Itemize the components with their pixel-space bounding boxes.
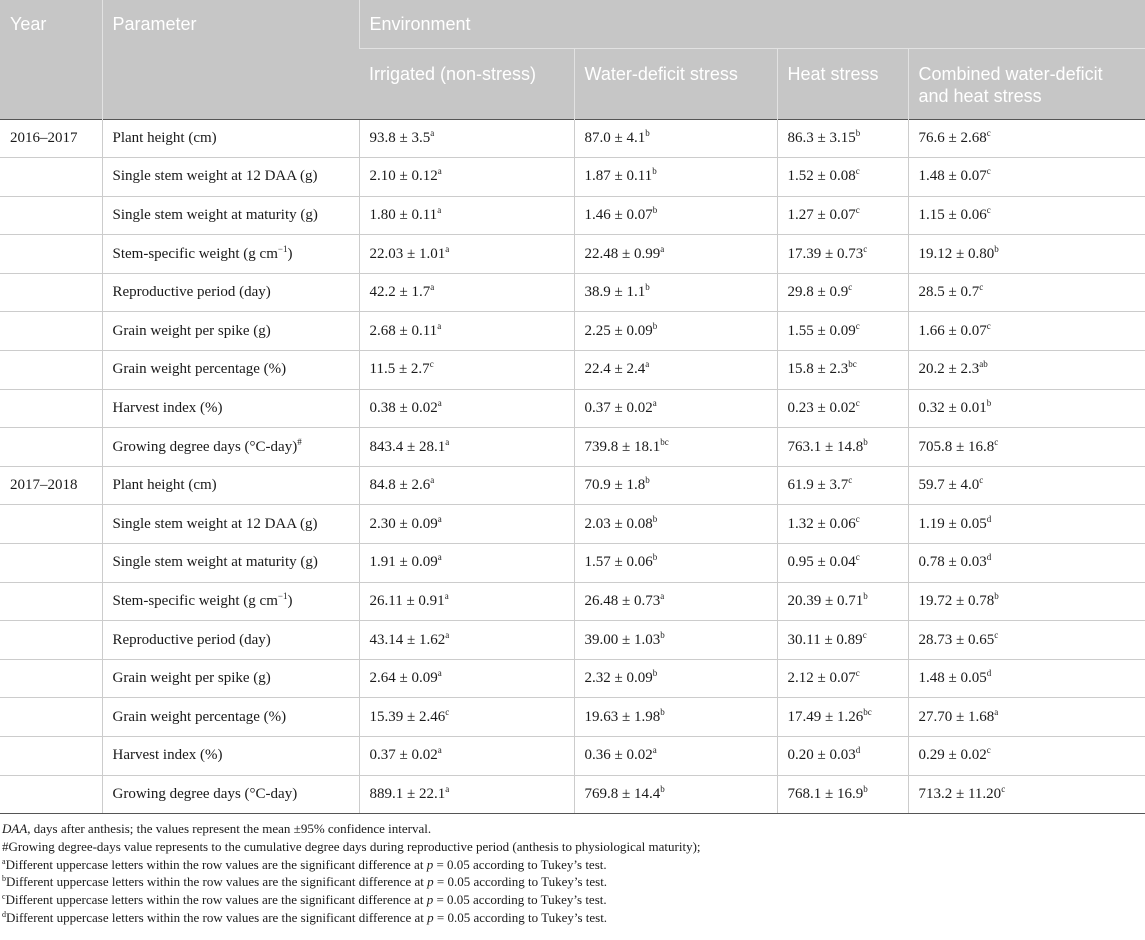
cell-heat: 0.20 ± 0.03$^d$ — [777, 737, 908, 776]
cell-year — [0, 775, 102, 814]
cell-heat: 61.9 ± 3.7$^c$ — [777, 466, 908, 505]
cell-irrigated: 843.4 ± 28.1$^a$ — [359, 428, 574, 467]
table-header — [0, 0, 1145, 119]
significance-letter: c — [986, 127, 991, 138]
cell-irrigated: 93.8 ± 3.5$^a$ — [359, 119, 574, 158]
cell-irrigated: 1.80 ± 0.11$^a$ — [359, 196, 574, 235]
cell-heat: 1.52 ± 0.08$^c$ — [777, 158, 908, 197]
cell-water-deficit: 2.25 ± 0.09$^b$ — [574, 312, 777, 351]
significance-letter: b — [986, 397, 992, 408]
cell-combined: 1.66 ± 0.07$^c$ — [908, 312, 1145, 351]
significance-letter: a — [444, 590, 449, 601]
cell-combined: 19.72 ± 0.78$^b$ — [908, 582, 1145, 621]
significance-letter: c — [848, 282, 853, 293]
significance-letter: b — [652, 513, 658, 524]
cell-year — [0, 582, 102, 621]
table-row — [0, 582, 1145, 621]
table-row — [0, 737, 1145, 776]
cell-water-deficit: 87.0 ± 4.1$^b$ — [574, 119, 777, 158]
cell-combined: 59.7 ± 4.0$^c$ — [908, 466, 1145, 505]
cell-combined: 1.48 ± 0.05$^d$ — [908, 659, 1145, 698]
cell-irrigated: 2.10 ± 0.12$^a$ — [359, 158, 574, 197]
table-footnotes — [2, 820, 1142, 927]
significance-letter: c — [994, 436, 999, 447]
cell-water-deficit: 26.48 ± 0.73$^a$ — [574, 582, 777, 621]
cell-irrigated: 0.38 ± 0.02$^a$ — [359, 389, 574, 428]
significance-letter: a — [660, 590, 665, 601]
table-row — [0, 621, 1145, 660]
cell-combined: 19.12 ± 0.80$^b$ — [908, 235, 1145, 274]
significance-letter: b — [645, 127, 650, 138]
cell-water-deficit: 0.36 ± 0.02$^a$ — [574, 737, 777, 776]
cell-irrigated: 15.39 ± 2.46$^c$ — [359, 698, 574, 737]
significance-letter: c — [1001, 783, 1006, 794]
table-row — [0, 428, 1145, 467]
cell-combined: 1.48 ± 0.07$^c$ — [908, 158, 1145, 197]
cell-heat: 17.49 ± 1.26$^{bc}$ — [777, 698, 908, 737]
cell-irrigated: 22.03 ± 1.01$^a$ — [359, 235, 574, 274]
cell-irrigated: 2.30 ± 0.09$^a$ — [359, 505, 574, 544]
cell-water-deficit: 2.32 ± 0.09$^b$ — [574, 659, 777, 698]
significance-letter: b — [652, 166, 657, 177]
cell-irrigated: 1.91 ± 0.09$^a$ — [359, 544, 574, 583]
significance-letter: c — [855, 552, 860, 563]
table-row — [0, 544, 1145, 583]
cell-combined: 20.2 ± 2.3$^{ab}$ — [908, 351, 1145, 390]
cell-heat: 763.1 ± 14.8$^b$ — [777, 428, 908, 467]
cell-irrigated: 43.14 ± 1.62$^a$ — [359, 621, 574, 660]
significance-letter: b — [863, 590, 868, 601]
significance-letter: a — [437, 320, 442, 331]
header-parameter: Parameter — [102, 0, 359, 119]
cell-water-deficit: 22.48 ± 0.99$^a$ — [574, 235, 777, 274]
significance-letter: c — [445, 706, 450, 717]
cell-combined: 28.5 ± 0.7$^c$ — [908, 273, 1145, 312]
cell-year: 2017–2018 — [0, 466, 102, 505]
header-year: Year — [0, 0, 102, 119]
cell-year — [0, 273, 102, 312]
cell-year — [0, 235, 102, 274]
cell-year — [0, 389, 102, 428]
cell-irrigated: 0.37 ± 0.02$^a$ — [359, 737, 574, 776]
table-row — [0, 698, 1145, 737]
significance-letter: bc — [848, 359, 857, 370]
cell-water-deficit: 1.46 ± 0.07$^b$ — [574, 196, 777, 235]
cell-heat: 2.12 ± 0.07$^c$ — [777, 659, 908, 698]
header-env-heat: Heat stress — [777, 48, 908, 119]
significance-letter: c — [994, 629, 999, 640]
footnote-letter-d: $^d$Different uppercase letters within the row values are the significant difference at p = 0.05 according to Tukey’s test. — [2, 909, 608, 925]
cell-heat: 768.1 ± 16.9$^b$ — [777, 775, 908, 814]
cell-year — [0, 621, 102, 660]
cell-combined: 705.8 ± 16.8$^c$ — [908, 428, 1145, 467]
table-row — [0, 505, 1145, 544]
significance-letter: a — [437, 166, 442, 177]
cell-combined: 0.29 ± 0.02$^c$ — [908, 737, 1145, 776]
significance-letter: a — [430, 475, 435, 486]
cell-heat: 0.95 ± 0.04$^c$ — [777, 544, 908, 583]
cell-water-deficit: 70.9 ± 1.8$^b$ — [574, 466, 777, 505]
cell-year — [0, 544, 102, 583]
cell-water-deficit: 1.87 ± 0.11$^b$ — [574, 158, 777, 197]
cell-parameter: Reproductive period (day) — [102, 273, 359, 312]
table-row — [0, 351, 1145, 390]
significance-letter: bc — [660, 436, 669, 447]
cell-heat: 86.3 ± 3.15$^b$ — [777, 119, 908, 158]
significance-letter: c — [986, 320, 991, 331]
significance-letter: d — [986, 513, 992, 524]
cell-combined: 0.32 ± 0.01$^b$ — [908, 389, 1145, 428]
significance-letter: a — [645, 359, 650, 370]
cell-parameter: Grain weight percentage (%) — [102, 351, 359, 390]
significance-letter: ab — [979, 359, 988, 370]
table-row — [0, 158, 1145, 197]
significance-letter: c — [855, 204, 860, 215]
significance-letter: a — [652, 397, 657, 408]
significance-letter: b — [652, 320, 658, 331]
cell-year — [0, 698, 102, 737]
cell-irrigated: 42.2 ± 1.7$^a$ — [359, 273, 574, 312]
cell-parameter: Single stem weight at maturity (g) — [102, 544, 359, 583]
table-row — [0, 312, 1145, 351]
header-environment: Environment — [359, 0, 1145, 48]
significance-letter: b — [645, 282, 650, 293]
cell-irrigated: 889.1 ± 22.1$^a$ — [359, 775, 574, 814]
significance-letter: b — [994, 243, 999, 254]
table-row — [0, 389, 1145, 428]
footnote-daa-text: , days after anthesis; the values represent the mean ±95% confidence interval. — [27, 821, 432, 836]
significance-letter: a — [437, 552, 442, 563]
significance-letter: b — [652, 552, 658, 563]
significance-letter: a — [430, 282, 435, 293]
significance-letter: a — [994, 706, 999, 717]
cell-parameter: Harvest index (%) — [102, 389, 359, 428]
significance-letter: c — [862, 629, 867, 640]
cell-year — [0, 312, 102, 351]
footnote-daa-abbr: DAA — [2, 821, 28, 836]
cell-heat: 0.23 ± 0.02$^c$ — [777, 389, 908, 428]
cell-combined: 28.73 ± 0.65$^c$ — [908, 621, 1145, 660]
table-row — [0, 659, 1145, 698]
significance-letter: a — [437, 668, 442, 679]
footnote-gdd: #Growing degree-days value represents to the cumulative degree days during reproductive period (anthesis to physiological maturity); — [2, 838, 701, 854]
significance-letter: a — [445, 629, 450, 640]
significance-letter: c — [986, 745, 991, 756]
cell-combined: 1.19 ± 0.05$^d$ — [908, 505, 1145, 544]
significance-letter: a — [437, 204, 442, 215]
cell-water-deficit: 739.8 ± 18.1$^{bc}$ — [574, 428, 777, 467]
significance-letter: c — [979, 282, 984, 293]
cell-parameter: Stem-specific weight (g $cm^{-1}$) — [102, 582, 359, 621]
significance-letter: c — [855, 397, 860, 408]
cell-combined: 0.78 ± 0.03$^d$ — [908, 544, 1145, 583]
cell-parameter: Growing degree days (°C-day) — [102, 775, 359, 814]
significance-letter: b — [652, 668, 658, 679]
table-row — [0, 775, 1145, 814]
table-row — [0, 235, 1145, 274]
header-env-irrigated: Irrigated (non-stress) — [359, 48, 574, 119]
significance-letter: b — [855, 127, 861, 138]
table-row — [0, 273, 1145, 312]
significance-letter: a — [437, 513, 442, 524]
cell-year — [0, 505, 102, 544]
cell-heat: 1.32 ± 0.06$^c$ — [777, 505, 908, 544]
cell-parameter: Plant height (cm) — [102, 466, 359, 505]
significance-letter: d — [986, 668, 992, 679]
significance-letter: b — [660, 783, 665, 794]
significance-letter: b — [660, 706, 665, 717]
cell-irrigated: 26.11 ± 0.91$^a$ — [359, 582, 574, 621]
significance-letter: c — [848, 475, 853, 486]
cell-water-deficit: 38.9 ± 1.1$^b$ — [574, 273, 777, 312]
cell-parameter: Grain weight per spike (g) — [102, 312, 359, 351]
cell-parameter: Single stem weight at 12 DAA (g) — [102, 158, 359, 197]
significance-letter: c — [855, 513, 860, 524]
significance-letter: a — [437, 745, 442, 756]
cell-parameter: Grain weight per spike (g) — [102, 659, 359, 698]
cell-water-deficit: 39.00 ± 1.03$^b$ — [574, 621, 777, 660]
cell-irrigated: 84.8 ± 2.6$^a$ — [359, 466, 574, 505]
table-row — [0, 119, 1145, 158]
cell-heat: 30.11 ± 0.89$^c$ — [777, 621, 908, 660]
cell-water-deficit: 19.63 ± 1.98$^b$ — [574, 698, 777, 737]
cell-parameter: Harvest index (%) — [102, 737, 359, 776]
significance-letter: a — [445, 436, 450, 447]
significance-letter: b — [863, 783, 868, 794]
footnote-letter-a: $^a$Different uppercase letters within the row values are the significant difference at p = 0.05 according to Tukey’s test. — [2, 856, 607, 872]
cell-parameter: Reproductive period (day) — [102, 621, 359, 660]
significance-letter: a — [445, 783, 450, 794]
cell-year — [0, 158, 102, 197]
cell-parameter: Stem-specific weight (g $cm^{-1}$) — [102, 235, 359, 274]
significance-letter: a — [652, 745, 657, 756]
significance-letter: c — [979, 475, 984, 486]
cell-parameter: Plant height (cm) — [102, 119, 359, 158]
cell-combined: 27.70 ± 1.68$^a$ — [908, 698, 1145, 737]
cell-parameter: Growing degree days (°C-day)# — [102, 428, 359, 467]
cell-year — [0, 737, 102, 776]
cell-combined: 713.2 ± 11.20$^c$ — [908, 775, 1145, 814]
cell-year: 2016–2017 — [0, 119, 102, 158]
table-body — [0, 119, 1145, 814]
significance-letter: b — [645, 475, 650, 486]
footnote-letter-c: $^c$Different uppercase letters within the row values are the significant difference at p = 0.05 according to Tukey’s test. — [2, 892, 607, 908]
cell-year — [0, 659, 102, 698]
cell-irrigated: 2.68 ± 0.11$^a$ — [359, 312, 574, 351]
significance-letter: b — [863, 436, 868, 447]
cell-water-deficit: 0.37 ± 0.02$^a$ — [574, 389, 777, 428]
significance-letter: a — [660, 243, 665, 254]
cell-water-deficit: 769.8 ± 14.4$^b$ — [574, 775, 777, 814]
cell-heat: 17.39 ± 0.73$^c$ — [777, 235, 908, 274]
footnote-daa — [2, 820, 1142, 838]
header-env-combined: Combined water-deficit and heat stress — [908, 48, 1145, 119]
cell-heat: 1.55 ± 0.09$^c$ — [777, 312, 908, 351]
significance-letter: c — [855, 320, 860, 331]
significance-letter: d — [855, 745, 861, 756]
cell-irrigated: 2.64 ± 0.09$^a$ — [359, 659, 574, 698]
significance-letter: bc — [863, 706, 872, 717]
cell-heat: 20.39 ± 0.71$^b$ — [777, 582, 908, 621]
significance-letter: c — [855, 166, 860, 177]
cell-parameter: Single stem weight at 12 DAA (g) — [102, 505, 359, 544]
significance-letter: b — [652, 204, 658, 215]
significance-letter: d — [986, 552, 992, 563]
cell-combined: 1.15 ± 0.06$^c$ — [908, 196, 1145, 235]
table-row — [0, 196, 1145, 235]
significance-letter: c — [429, 359, 434, 370]
footnote-letter-b: $^b$Different uppercase letters within the row values are the significant difference at p = 0.05 according to Tukey’s test. — [2, 874, 608, 890]
table-row — [0, 466, 1145, 505]
cell-heat: 1.27 ± 0.07$^c$ — [777, 196, 908, 235]
cell-water-deficit: 2.03 ± 0.08$^b$ — [574, 505, 777, 544]
significance-letter: a — [437, 397, 442, 408]
significance-letter: c — [986, 204, 991, 215]
cell-water-deficit: 22.4 ± 2.4$^a$ — [574, 351, 777, 390]
significance-letter: c — [863, 243, 868, 254]
cell-heat: 15.8 ± 2.3$^{bc}$ — [777, 351, 908, 390]
cell-year — [0, 428, 102, 467]
cell-combined: 76.6 ± 2.68$^c$ — [908, 119, 1145, 158]
significance-letter: b — [660, 629, 665, 640]
cell-year — [0, 196, 102, 235]
header-env-water-deficit: Water-deficit stress — [574, 48, 777, 119]
significance-letter: c — [986, 166, 991, 177]
significance-letter: a — [430, 127, 435, 138]
cell-parameter: Grain weight percentage (%) — [102, 698, 359, 737]
significance-letter: c — [855, 668, 860, 679]
significance-letter: b — [994, 590, 999, 601]
cell-parameter: Single stem weight at maturity (g) — [102, 196, 359, 235]
cell-water-deficit: 1.57 ± 0.06$^b$ — [574, 544, 777, 583]
cell-heat: 29.8 ± 0.9$^c$ — [777, 273, 908, 312]
cell-irrigated: 11.5 ± 2.7$^c$ — [359, 351, 574, 390]
significance-letter: a — [445, 243, 450, 254]
cell-year — [0, 351, 102, 390]
